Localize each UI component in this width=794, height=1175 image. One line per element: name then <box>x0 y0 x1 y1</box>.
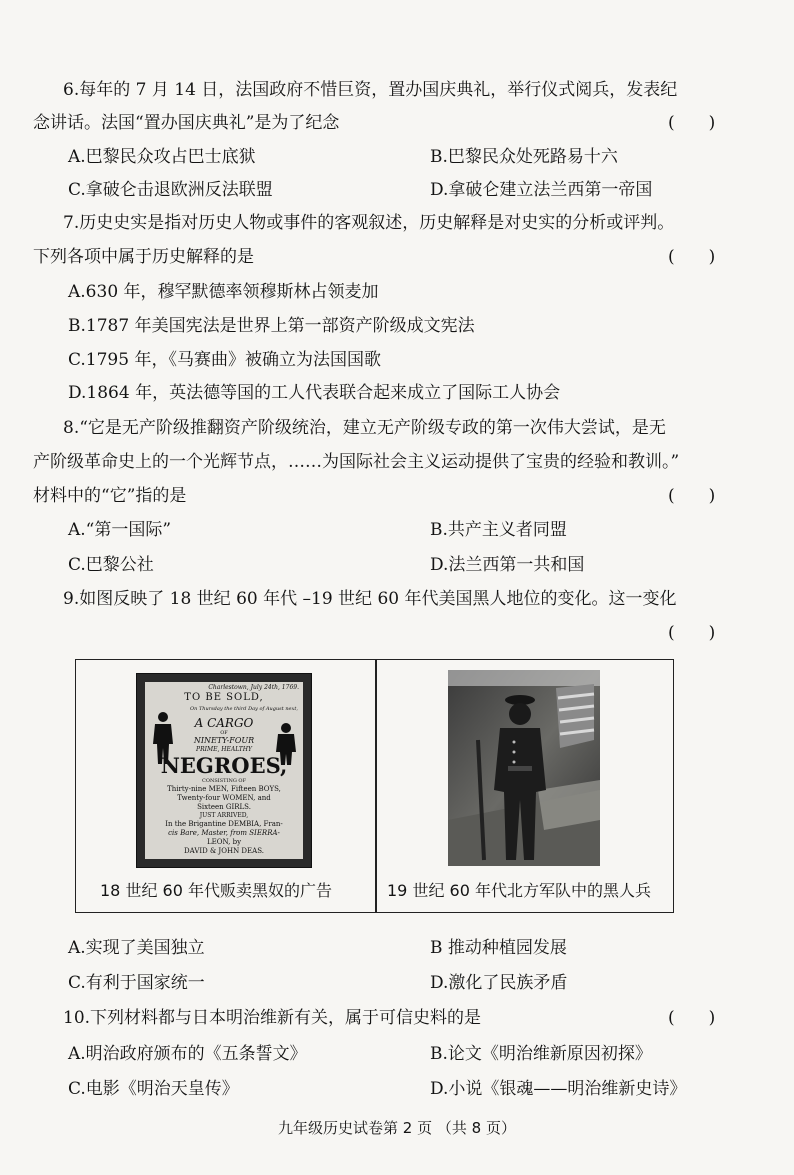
q10-option-c: C.电影《明治天皇传》 <box>68 1079 239 1099</box>
q8-option-d: D.法兰西第一共和国 <box>430 555 585 575</box>
q6-answer-paren: ( ) <box>668 113 716 133</box>
q8-option-b: B.共产主义者同盟 <box>430 520 567 540</box>
poster-consisting-of: CONSISTING OF <box>202 778 246 784</box>
q6-option-c: C.拿破仑击退欧洲反法联盟 <box>68 180 273 200</box>
q10-option-b: B.论文《明治维新原因初探》 <box>430 1044 652 1064</box>
poster-leon: LEON, by <box>206 838 242 846</box>
poster-negroes: NEGROES, <box>160 753 288 778</box>
poster-to-be-sold: TO BE SOLD, <box>184 692 264 703</box>
left-figure-caption: 18 世纪 60 年代贩卖黑奴的广告 <box>100 881 332 900</box>
q6-option-a: A.巴黎民众攻占巴士底狱 <box>68 147 256 167</box>
q9-option-d: D.激化了民族矛盾 <box>430 973 568 993</box>
q9-option-b: B 推动种植园发展 <box>430 938 567 958</box>
poster-prime-healthy: PRIME, HEALTHY <box>196 746 252 753</box>
q9-answer-paren: ( ) <box>668 623 716 643</box>
black-soldier-photo-image <box>448 670 600 866</box>
q7-option-c: C.1795 年，《马赛曲》被确立为法国国歌 <box>68 350 381 370</box>
poster-date: Charlestown, July 24th, 1769. <box>208 684 299 691</box>
poster-of: OF <box>220 730 228 736</box>
q6-option-b: B.巴黎民众处死路易十六 <box>430 147 618 167</box>
figure-divider <box>375 660 377 912</box>
q9-option-c: C.有利于国家统一 <box>68 973 205 993</box>
q7-stem-line2: 下列各项中属于历史解释的是 <box>33 247 254 267</box>
q8-answer-paren: ( ) <box>668 486 716 506</box>
poster-date-line: On Thursday the third Day of August next, <box>190 706 298 712</box>
q8-stem-line1: 8.“它是无产阶级推翻资产阶级统治，建立无产阶级专政的第一次伟大尝试，是无 <box>63 418 666 438</box>
poster-girls: Sixteen GIRLS. <box>197 803 251 811</box>
q10-answer-paren: ( ) <box>668 1008 716 1028</box>
q10-option-d: D.小说《银魂——明治维新史诗》 <box>430 1079 687 1099</box>
q7-option-d: D.1864 年，英法德等国的工人代表联合起来成立了国际工人协会 <box>68 383 561 403</box>
slave-sale-poster-image <box>136 673 312 868</box>
q10-option-a: A.明治政府颁布的《五条誓文》 <box>68 1044 307 1064</box>
q7-option-a: A.630 年，穆罕默德率领穆斯林占领麦加 <box>68 282 379 302</box>
poster-ninety-four: NINETY-FOUR <box>193 736 255 745</box>
q7-option-b: B.1787 年美国宪法是世界上第一部资产阶级成文宪法 <box>68 316 475 336</box>
q7-answer-paren: ( ) <box>668 247 716 267</box>
q8-option-a: A.“第一国际” <box>68 520 172 540</box>
poster-master: cis Bare, Master, from SIERRA- <box>168 829 280 837</box>
poster-a-cargo: A CARGO <box>194 716 254 730</box>
q6-stem-line1: 6.每年的 7 月 14 日，法国政府不惜巨资，置办国庆典礼，举行仪式阅兵，发表纪 <box>63 80 678 100</box>
q6-stem-line2: 念讲话。法国“置办国庆典礼”是为了纪念 <box>33 113 340 133</box>
q7-stem-line1: 7.历史史实是指对历史人物或事件的客观叙述，历史解释是对史实的分析或评判。 <box>63 213 675 233</box>
q8-stem-line2: 产阶级革命史上的一个光辉节点，……为国际社会主义运动提供了宝贵的经验和教训。” <box>33 452 680 472</box>
q6-option-d: D.拿破仑建立法兰西第一帝国 <box>430 180 653 200</box>
poster-deas: DAVID & JOHN DEAS. <box>184 847 264 855</box>
q9-figure <box>75 659 674 913</box>
q10-stem-line1: 10.下列材料都与日本明治维新有关，属于可信史料的是 <box>63 1008 482 1028</box>
poster-just-arrived: JUST ARRIVED, <box>199 812 249 819</box>
q8-stem-line3: 材料中的“它”指的是 <box>33 486 187 506</box>
page-footer: 九年级历史试卷第 2 页 （共 8 页） <box>278 1119 516 1137</box>
soldier-photo-icon <box>448 670 600 866</box>
poster-brigantine: In the Brigantine DEMBIA, Fran- <box>165 820 283 828</box>
right-figure-caption: 19 世纪 60 年代北方军队中的黑人兵 <box>387 881 651 900</box>
poster-women: Twenty-four WOMEN, and <box>177 794 271 802</box>
poster-men-boys: Thirty-nine MEN, Fifteen BOYS, <box>167 785 281 793</box>
q9-option-a: A.实现了美国独立 <box>68 938 205 958</box>
q8-option-c: C.巴黎公社 <box>68 555 154 575</box>
q9-stem-line1: 9.如图反映了 18 世纪 60 年代 –19 世纪 60 年代美国黑人地位的变化。这一变化 <box>63 589 677 609</box>
